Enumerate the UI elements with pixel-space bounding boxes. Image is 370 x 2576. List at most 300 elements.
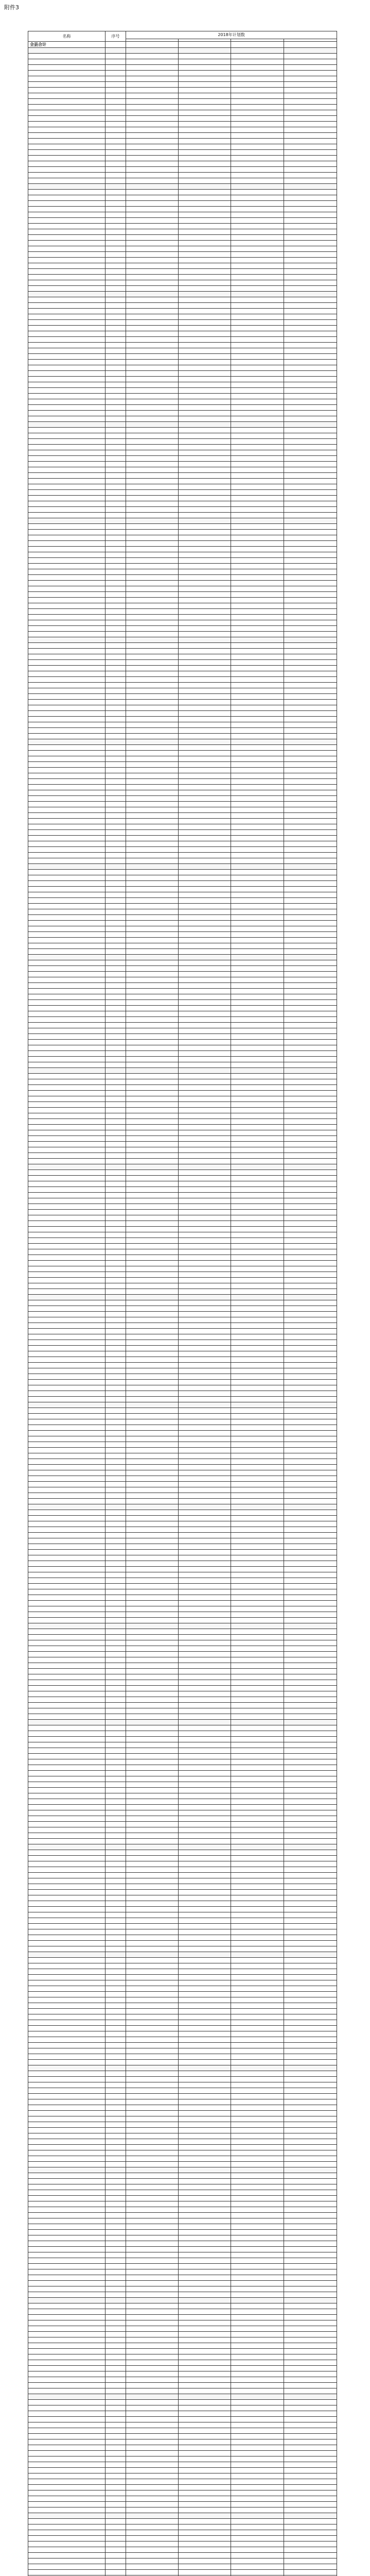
- row-value: [179, 2122, 231, 2128]
- school-row: [28, 88, 337, 93]
- row-seq: [105, 2031, 126, 2037]
- row-value: [126, 2383, 179, 2388]
- row-value: [179, 2530, 231, 2536]
- row-value: [231, 1317, 284, 1323]
- row-value: [231, 2122, 284, 2128]
- row-name: [28, 1952, 105, 1958]
- row-value: [231, 909, 284, 915]
- school-row: [28, 1079, 337, 1085]
- row-name: [28, 1283, 105, 1289]
- row-value: [284, 1618, 337, 1623]
- row-seq: [105, 1136, 126, 1142]
- row-name: [28, 88, 105, 93]
- row-seq: [105, 739, 126, 745]
- row-value: [126, 1708, 179, 1714]
- row-value: [126, 1980, 179, 1986]
- school-row: [28, 1725, 337, 1731]
- row-seq: [105, 2337, 126, 2343]
- school-row: [28, 688, 337, 694]
- row-value: [284, 1459, 337, 1465]
- row-value: [126, 1068, 179, 1074]
- row-value: [126, 388, 179, 394]
- row-name: [28, 2417, 105, 2422]
- row-seq: [105, 955, 126, 960]
- school-row: [28, 1708, 337, 1714]
- row-value: [126, 1215, 179, 1221]
- row-name: [28, 1986, 105, 1992]
- row-name: [28, 1669, 105, 1674]
- row-name: [28, 1946, 105, 1952]
- school-row: [28, 751, 337, 756]
- school-row: [28, 1363, 337, 1368]
- school-row: [28, 1833, 337, 1839]
- row-value: [126, 1442, 179, 1448]
- row-value: [126, 269, 179, 275]
- row-seq: [105, 592, 126, 598]
- row-seq: [105, 637, 126, 643]
- row-value: [126, 1125, 179, 1130]
- school-row: [28, 1901, 337, 1907]
- row-value: [179, 2162, 231, 2167]
- row-name: [28, 1351, 105, 1357]
- row-value: [179, 1397, 231, 1402]
- attachment-label: 附件3: [4, 4, 19, 11]
- row-value: [126, 1391, 179, 1397]
- row-name: [28, 1425, 105, 1431]
- row-seq: [105, 677, 126, 683]
- row-value: [231, 1312, 284, 1317]
- row-seq: [105, 93, 126, 99]
- row-seq: [105, 524, 126, 530]
- row-value: [231, 1703, 284, 1708]
- row-value: [179, 2558, 231, 2564]
- school-row: [28, 1555, 337, 1561]
- row-value: [284, 802, 337, 807]
- school-row: [28, 870, 337, 875]
- row-value: [179, 1618, 231, 1623]
- row-value: [126, 2207, 179, 2213]
- row-value: [284, 666, 337, 671]
- row-value: [126, 1085, 179, 1091]
- row-value: [231, 558, 284, 564]
- row-name: [28, 320, 105, 326]
- school-row: [28, 2179, 337, 2184]
- row-seq: [105, 2394, 126, 2400]
- row-value: [179, 377, 231, 382]
- row-seq: [105, 1238, 126, 1244]
- school-row: [28, 139, 337, 144]
- row-value: [284, 399, 337, 405]
- school-row: [28, 105, 337, 110]
- row-value: [284, 1289, 337, 1295]
- row-seq: [105, 1028, 126, 1034]
- row-value: [231, 122, 284, 127]
- row-name: [28, 1703, 105, 1708]
- row-value: [284, 2145, 337, 2150]
- row-value: [179, 1493, 231, 1499]
- row-name: [28, 507, 105, 513]
- school-row: [28, 76, 337, 82]
- school-row: [28, 1884, 337, 1890]
- row-value: [284, 1368, 337, 1374]
- row-value: [284, 1487, 337, 1493]
- row-seq: [105, 609, 126, 615]
- row-value: [231, 1839, 284, 1844]
- row-value: [284, 201, 337, 207]
- row-value: [126, 377, 179, 382]
- row-value: [126, 1147, 179, 1153]
- row-seq: [105, 745, 126, 751]
- row-value: [126, 1601, 179, 1606]
- school-row: [28, 785, 337, 790]
- row-value: [126, 2439, 179, 2445]
- school-row: [28, 2122, 337, 2128]
- school-row: [28, 921, 337, 926]
- school-row: [28, 2536, 337, 2541]
- row-name: [28, 1691, 105, 1697]
- school-row: [28, 280, 337, 286]
- row-value: [126, 473, 179, 479]
- row-value: [284, 2026, 337, 2031]
- row-value: [126, 2111, 179, 2116]
- school-row: [28, 99, 337, 105]
- row-value: [284, 518, 337, 524]
- row-value: [179, 2258, 231, 2264]
- row-value: [179, 1521, 231, 1527]
- row-value: [179, 1856, 231, 1861]
- row-name: [28, 2286, 105, 2292]
- row-value: [179, 1646, 231, 1652]
- row-value: [231, 632, 284, 637]
- row-value: [284, 2258, 337, 2264]
- row-name: [28, 1040, 105, 1045]
- row-name: [28, 530, 105, 535]
- row-value: [179, 496, 231, 501]
- row-value: [126, 575, 179, 581]
- row-value: [126, 484, 179, 490]
- row-seq: [105, 1555, 126, 1561]
- row-value: [231, 1340, 284, 1346]
- row-value: [231, 2184, 284, 2190]
- row-value: [179, 1289, 231, 1295]
- row-value: [126, 2218, 179, 2224]
- row-value: [284, 1703, 337, 1708]
- row-name: [28, 1000, 105, 1006]
- row-value: [231, 275, 284, 280]
- row-value: [284, 1391, 337, 1397]
- row-value: [126, 2179, 179, 2184]
- row-seq: [105, 133, 126, 139]
- school-row: [28, 626, 337, 632]
- row-name: [28, 1096, 105, 1102]
- row-name: [28, 48, 105, 54]
- row-value: [126, 751, 179, 756]
- row-value: [284, 59, 337, 65]
- row-value: [284, 122, 337, 127]
- row-value: [231, 2088, 284, 2094]
- row-value: [179, 1884, 231, 1890]
- row-value: [231, 1289, 284, 1295]
- row-value: [126, 2462, 179, 2468]
- row-seq: [105, 1204, 126, 1210]
- row-name: [28, 1068, 105, 1074]
- row-name: [28, 2468, 105, 2473]
- row-value: [126, 1584, 179, 1589]
- row-value: [126, 263, 179, 269]
- row-value: [179, 241, 231, 246]
- row-seq: [105, 173, 126, 178]
- row-seq: [105, 688, 126, 694]
- school-row: [28, 609, 337, 615]
- school-row: [28, 1601, 337, 1606]
- row-seq: [105, 1091, 126, 1096]
- row-value: [179, 586, 231, 592]
- row-value: [126, 150, 179, 156]
- row-value: [284, 1952, 337, 1958]
- row-seq: [105, 2462, 126, 2468]
- row-seq: [105, 275, 126, 280]
- row-value: [284, 1669, 337, 1674]
- row-seq: [105, 870, 126, 875]
- school-row: [28, 2286, 337, 2292]
- row-seq: [105, 337, 126, 343]
- school-row: [28, 1788, 337, 1793]
- row-seq: [105, 654, 126, 660]
- row-value: [179, 139, 231, 144]
- row-value: [126, 722, 179, 728]
- row-value: [179, 926, 231, 932]
- school-row: [28, 1714, 337, 1720]
- row-name: [28, 921, 105, 926]
- row-value: [231, 756, 284, 762]
- row-value: [231, 683, 284, 688]
- row-value: [284, 705, 337, 711]
- row-value: [126, 1255, 179, 1261]
- row-value: [231, 541, 284, 547]
- school-row: [28, 1680, 337, 1686]
- school-row: [28, 2241, 337, 2247]
- row-value: [284, 184, 337, 190]
- row-seq: [105, 836, 126, 841]
- row-value: [126, 2247, 179, 2252]
- row-value: [179, 1674, 231, 1680]
- row-value: [284, 48, 337, 54]
- row-value: [231, 1011, 284, 1017]
- row-value: [231, 1431, 284, 1436]
- row-seq: [105, 530, 126, 535]
- row-name: [28, 1306, 105, 1312]
- row-value: [179, 569, 231, 575]
- row-value: [284, 1040, 337, 1045]
- row-value: [126, 1470, 179, 1476]
- row-value: [126, 904, 179, 909]
- row-seq: [105, 2309, 126, 2315]
- row-value: [179, 1703, 231, 1708]
- row-value: [284, 2349, 337, 2354]
- row-value: [284, 530, 337, 535]
- row-value: [284, 677, 337, 683]
- row-value: [231, 496, 284, 501]
- row-value: [231, 513, 284, 518]
- row-value: [284, 2292, 337, 2298]
- row-value: [179, 1006, 231, 1011]
- row-value: [179, 1295, 231, 1300]
- row-value: [284, 501, 337, 507]
- row-value: [231, 739, 284, 745]
- row-value: [179, 773, 231, 779]
- district-subtotal-row: [28, 1844, 337, 1850]
- school-row: [28, 1193, 337, 1198]
- row-value: [179, 1782, 231, 1788]
- row-seq: [105, 666, 126, 671]
- row-value: [231, 2009, 284, 2014]
- row-value: [179, 892, 231, 898]
- row-value: [179, 1000, 231, 1006]
- row-value: [179, 1538, 231, 1544]
- row-name: [28, 1374, 105, 1380]
- row-seq: [105, 1504, 126, 1510]
- row-value: [179, 632, 231, 637]
- row-value: [126, 360, 179, 365]
- row-value: [179, 2371, 231, 2377]
- row-value: [284, 263, 337, 269]
- row-value: [126, 2309, 179, 2315]
- school-row: [28, 1482, 337, 1487]
- row-value: [284, 1674, 337, 1680]
- row-value: [179, 955, 231, 960]
- school-row: [28, 649, 337, 654]
- row-seq: [105, 479, 126, 484]
- row-value: [179, 932, 231, 938]
- row-value: [179, 592, 231, 598]
- school-row: [28, 790, 337, 796]
- row-value: [284, 1742, 337, 1748]
- row-value: [231, 904, 284, 909]
- row-name: [28, 1646, 105, 1652]
- row-seq: [105, 76, 126, 82]
- row-seq: [105, 2286, 126, 2292]
- row-value: [179, 1510, 231, 1516]
- row-value: [126, 1074, 179, 1079]
- row-value: [126, 343, 179, 348]
- school-row: [28, 983, 337, 989]
- row-value: [179, 1992, 231, 1997]
- row-seq: [105, 513, 126, 518]
- row-value: [126, 598, 179, 603]
- district-subtotal-row: [28, 292, 337, 297]
- row-value: [284, 1045, 337, 1051]
- row-value: [179, 2428, 231, 2434]
- row-value: [231, 1028, 284, 1034]
- row-value: [231, 598, 284, 603]
- row-value: [126, 1890, 179, 1895]
- school-row: [28, 1074, 337, 1079]
- row-value: [231, 1266, 284, 1272]
- row-name: [28, 1493, 105, 1499]
- row-value: [284, 2434, 337, 2439]
- row-seq: [105, 139, 126, 144]
- row-name: [28, 2094, 105, 2099]
- row-value: [179, 2405, 231, 2411]
- school-row: [28, 1839, 337, 1844]
- row-value: [126, 881, 179, 887]
- row-value: [179, 1980, 231, 1986]
- row-value: [284, 1912, 337, 1918]
- row-value: [231, 875, 284, 881]
- district-subtotal-row: [28, 1402, 337, 1408]
- row-value: [179, 1408, 231, 1414]
- row-value: [126, 620, 179, 626]
- row-value: [231, 269, 284, 275]
- row-name: [28, 229, 105, 235]
- school-row: [28, 2332, 337, 2337]
- row-seq: [105, 2400, 126, 2405]
- row-value: [179, 1300, 231, 1306]
- row-name: [28, 1408, 105, 1414]
- row-name: [28, 2434, 105, 2439]
- row-value: [126, 105, 179, 110]
- school-row: [28, 1006, 337, 1011]
- row-value: [126, 173, 179, 178]
- row-value: [179, 1368, 231, 1374]
- row-value: [179, 1136, 231, 1142]
- row-seq: [105, 700, 126, 705]
- row-value: [126, 1782, 179, 1788]
- row-value: [179, 2116, 231, 2122]
- row-seq: [105, 1334, 126, 1340]
- row-value: [284, 949, 337, 955]
- row-seq: [105, 2507, 126, 2513]
- row-name: [28, 2309, 105, 2315]
- row-value: [126, 1833, 179, 1839]
- school-row: [28, 1816, 337, 1822]
- row-value: [126, 1187, 179, 1193]
- row-name: [28, 416, 105, 422]
- row-value: [231, 1975, 284, 1980]
- row-seq: [105, 1725, 126, 1731]
- row-name: [28, 717, 105, 722]
- row-seq: [105, 1771, 126, 1776]
- row-name: [28, 1912, 105, 1918]
- row-value: [284, 2201, 337, 2207]
- row-value: [179, 116, 231, 122]
- row-seq: [105, 1397, 126, 1402]
- row-value: [231, 1844, 284, 1850]
- row-value: [179, 405, 231, 411]
- row-value: [126, 71, 179, 76]
- row-value: [126, 1793, 179, 1799]
- row-value: [126, 2037, 179, 2043]
- row-value: [126, 2502, 179, 2507]
- row-name: [28, 1102, 105, 1108]
- row-value: [284, 1023, 337, 1028]
- row-value: [284, 360, 337, 365]
- school-row: [28, 666, 337, 671]
- row-value: [179, 530, 231, 535]
- row-value: [284, 1510, 337, 1516]
- row-value: [231, 700, 284, 705]
- row-value: [126, 1844, 179, 1850]
- row-seq: [105, 541, 126, 547]
- row-value: [126, 422, 179, 428]
- row-value: [284, 1697, 337, 1703]
- row-value: [284, 2541, 337, 2547]
- row-value: [126, 122, 179, 127]
- row-name: [28, 1788, 105, 1793]
- row-name: [28, 756, 105, 762]
- row-value: [126, 99, 179, 105]
- row-name: [28, 2258, 105, 2264]
